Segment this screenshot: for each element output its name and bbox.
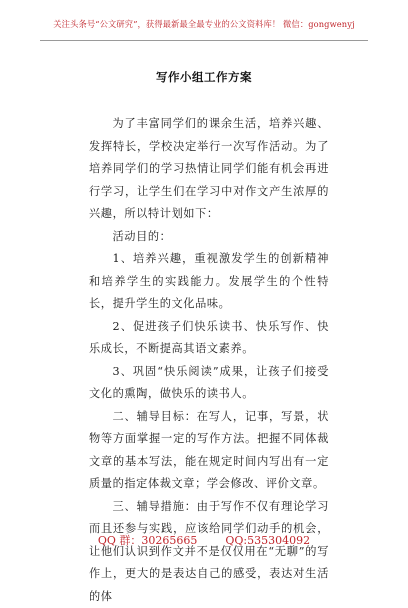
footer-qq-group: QQ 群：30265665: [98, 534, 198, 547]
paragraph-purpose-heading: 活动目的：: [89, 226, 329, 249]
paragraph-purpose-1: 1、培养兴趣，重视激发学生的创新精神和培养学生的实践能力。发展学生的个性特长，提升学生的文化品味。: [89, 248, 329, 316]
footer-contact: [0, 532, 408, 548]
document-title: 写作小组工作方案: [0, 69, 408, 85]
header-divider: [40, 40, 368, 41]
paragraph-intro: 为了丰富同学们的课余生活，培养兴趣、发挥特长，学校决定举行一次写作活动。为了培养同学们的学习热情让同学们能有机会再进行学习，让学生们在学习中对作文产生浓厚的兴趣，所以特计划如下：: [89, 113, 329, 226]
paragraph-measures: 三、辅导措施：由于写作不仅有理论学习而且还参与实践，应该给同学们动手的机会，让他们认识到作文并不是仅仅用在“无聊”的写作上，更大的是表达自己的感受，表达对生活的体: [89, 496, 329, 608]
paragraph-purpose-2: 2、促进孩子们快乐读书、快乐写作、快乐成长，不断提高其语文素养。: [89, 316, 329, 361]
header-notice: 关注头条号“公文研究”，获得最新最全最专业的公文资料库！ 微信：gongwenyj: [0, 18, 408, 30]
footer-qq: QQ:535304092: [225, 534, 310, 547]
paragraph-goals: 二、辅导目标：在写人，记事，写景，状物等方面掌握一定的写作方法。把握不同体裁文章的基本写法，能在规定时间内写出有一定质量的指定体裁文章；学会修改、评价文章。: [89, 406, 329, 496]
paragraph-purpose-3: 3、巩固“快乐阅读”成果，让孩子们接受文化的熏陶，做快乐的读书人。: [89, 361, 329, 406]
